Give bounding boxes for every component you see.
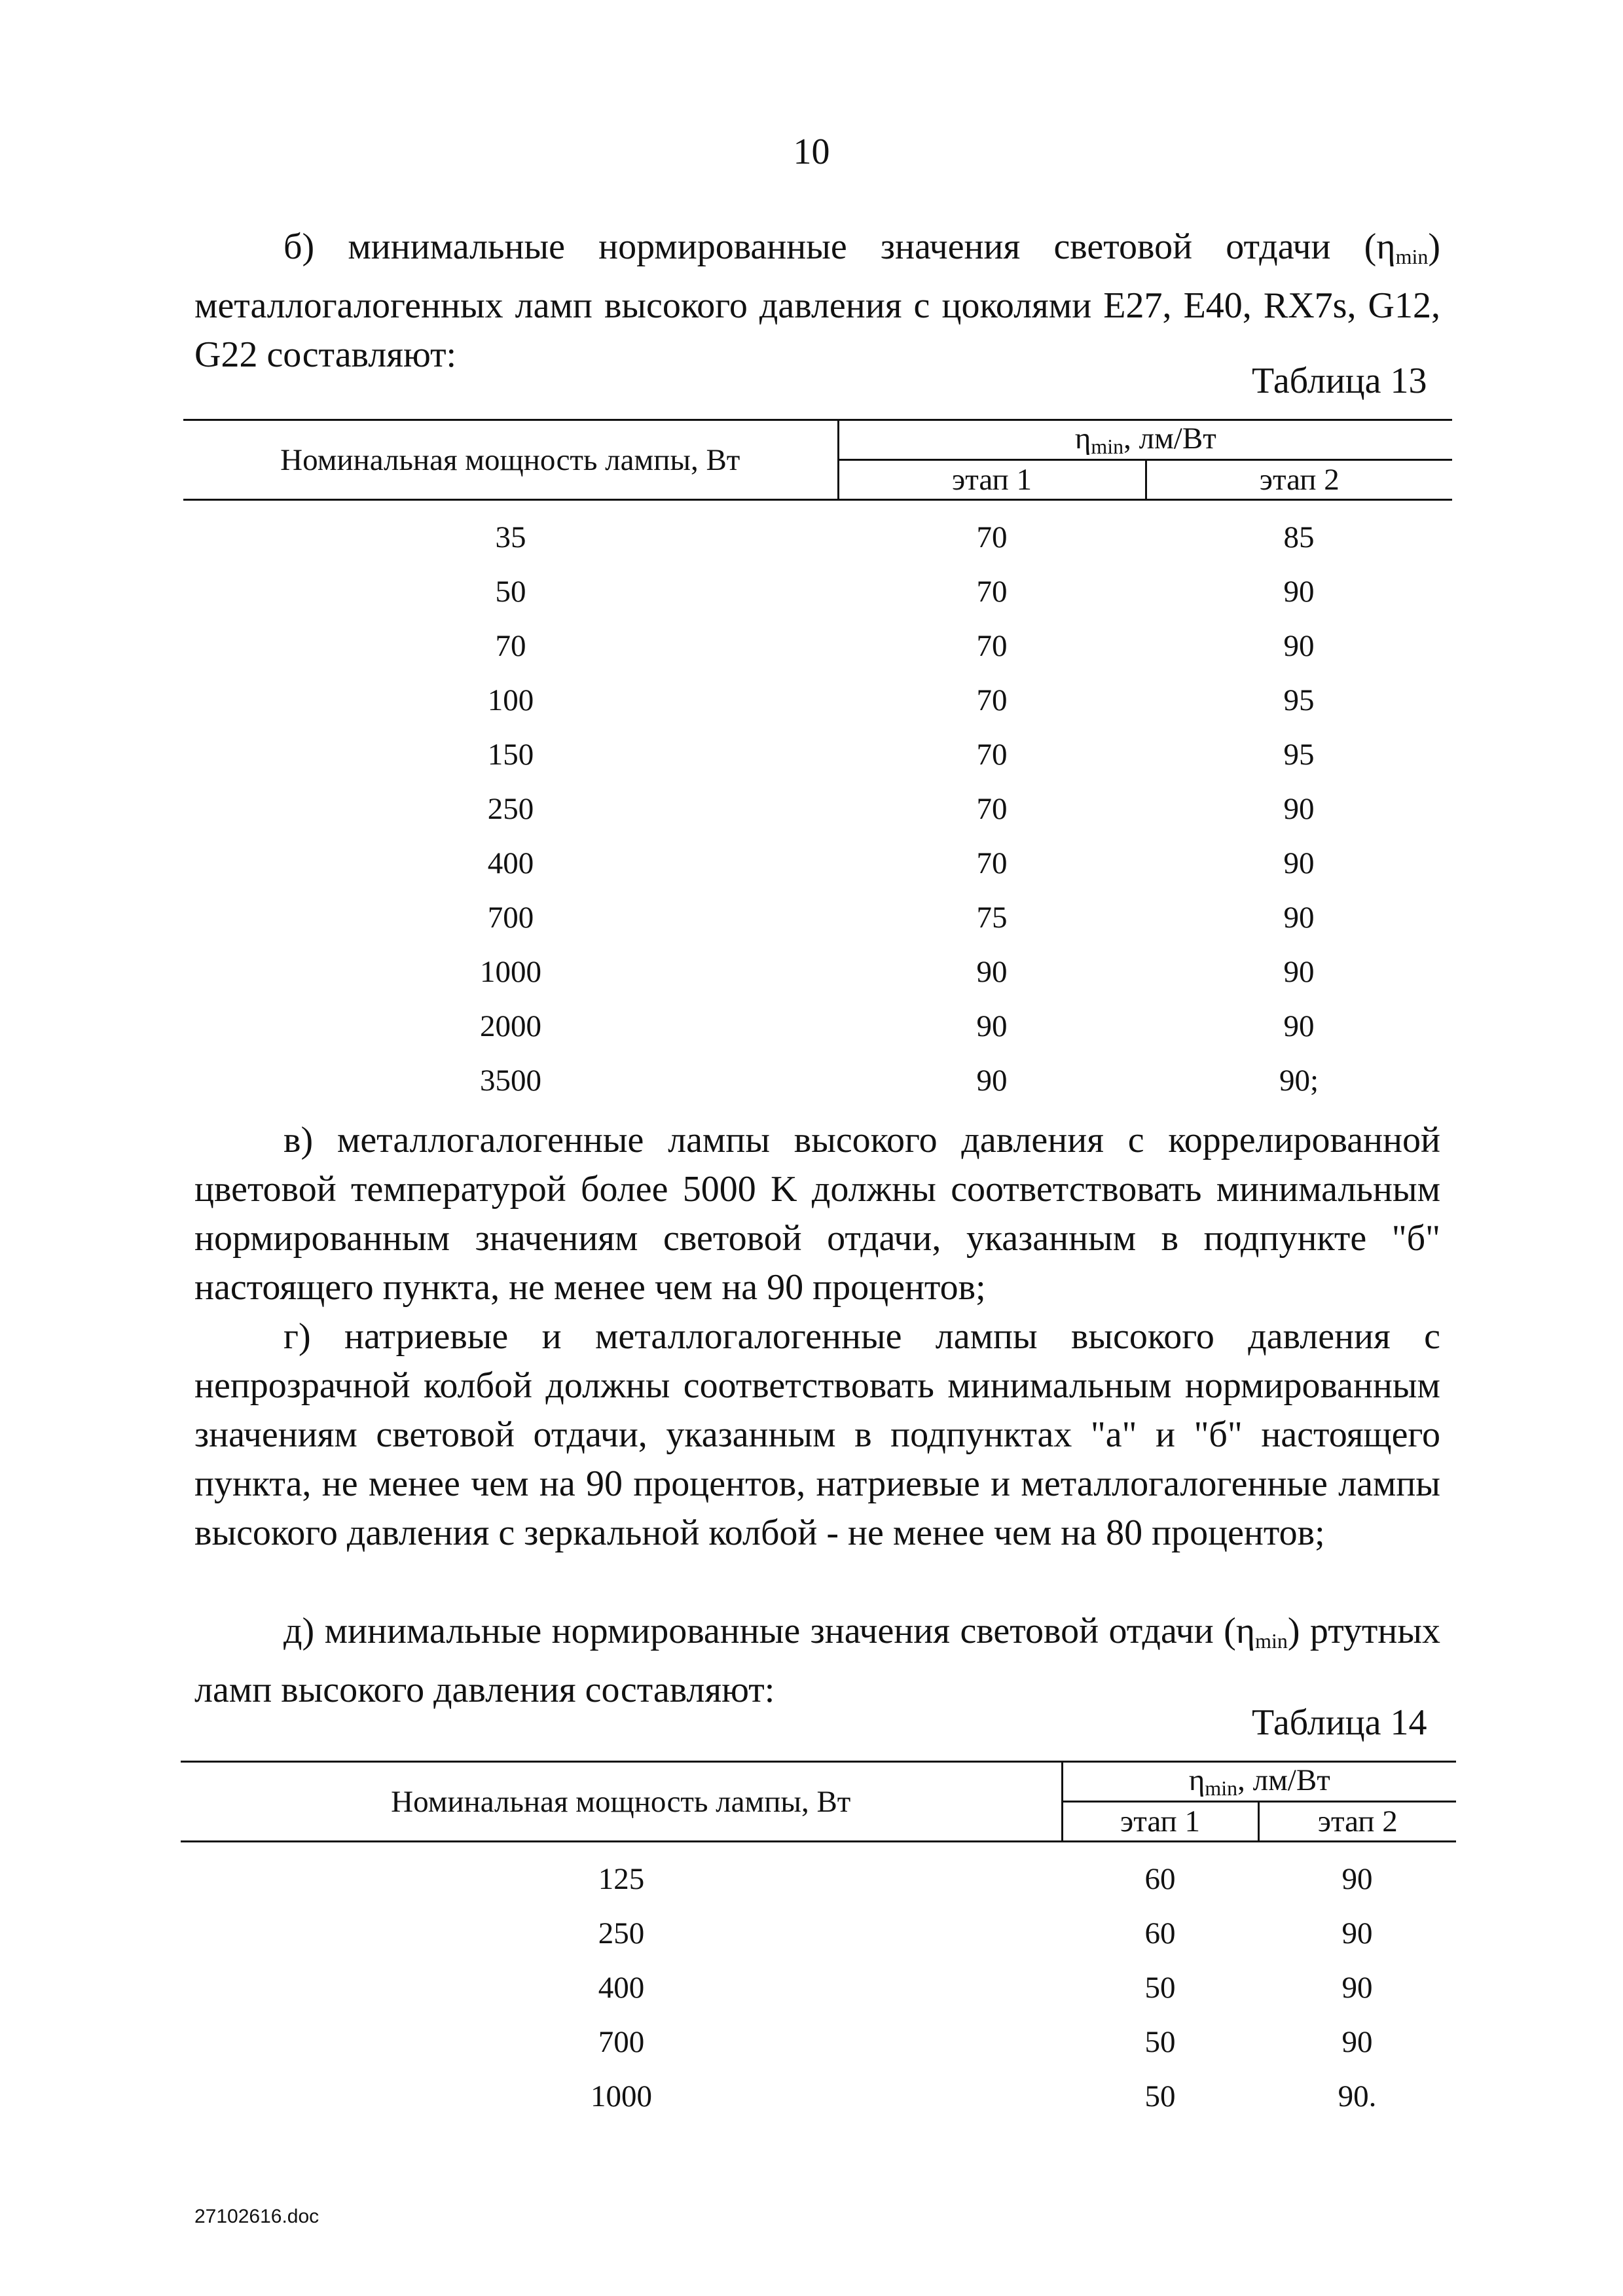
cell-power: 70: [495, 628, 526, 663]
cell-stage-1: 50: [1144, 1970, 1176, 2005]
cell-stage-2: 90: [1283, 1009, 1315, 1043]
cell-power: 1000: [480, 954, 541, 989]
cell-stage-2: 90: [1283, 846, 1315, 880]
cell-stage-2: 90: [1283, 628, 1315, 663]
table-row: [183, 564, 1452, 619]
table-row: [183, 500, 1452, 565]
paragraph-g: г) натриевые и металлогалогенные лампы высокого давления с непрозрачной колбой должны соответствовать минимальным нормированным значениям световой отдачи, указанным в подпунктах "а" и "б" настоящего пункта, не менее чем на 90 процентов, натриевые и металлогалогенные лампы высокого давления с зеркальной колбой - не менее чем на 80 процентов;: [194, 1316, 1440, 1553]
header-stage-1: этап 1: [1062, 1802, 1258, 1842]
cell-stage-2: 90: [1341, 2024, 1373, 2059]
header-efficacy: $\eta_{min}$, лм/Вт: [838, 420, 1452, 460]
cell-power: 35: [495, 520, 526, 554]
cell-stage-1: 90: [976, 954, 1008, 989]
cell-power: 400: [598, 1970, 645, 2005]
cell-stage-1: 60: [1144, 1916, 1176, 1950]
table-row: [181, 2069, 1456, 2123]
cell-stage-2: 95: [1283, 737, 1315, 772]
table-row: [183, 836, 1452, 890]
paragraph-b: б) минимальные нормированные значения световой отдачи $(\eta_{min})$ металлогалогенных ламп высокого давления с цоколями E27, E40, RX7s, G12, G22 составляют:: [194, 226, 1440, 375]
cell-stage-1: 90: [976, 1009, 1008, 1043]
cell-stage-2: 90;: [1279, 1063, 1319, 1098]
cell-stage-1: 60: [1144, 1861, 1176, 1896]
paragraph-v: в) металлогалогенные лампы высокого давления с коррелированной цветовой температурой более 5000 K должны соответствовать минимальным нормированным значениям световой отдачи, указанным в подпункте "б" настоящего пункта, не менее чем на 90 процентов;: [194, 1120, 1440, 1308]
table-row: [181, 1960, 1456, 2015]
header-power: Номинальная мощность лампы, Вт: [183, 420, 838, 500]
cell-power: 125: [598, 1861, 645, 1896]
cell-stage-1: 50: [1144, 2024, 1176, 2059]
footer-filename: 27102616.doc: [194, 2206, 319, 2227]
cell-power: 250: [598, 1916, 645, 1950]
cell-power: 400: [487, 846, 534, 880]
header-stage-2: этап 2: [1258, 1802, 1456, 1842]
cell-stage-2: 90.: [1338, 2079, 1377, 2113]
cell-power: 100: [487, 683, 534, 717]
cell-stage-1: 75: [976, 900, 1008, 935]
table-row: [183, 890, 1452, 944]
cell-power: 700: [487, 900, 534, 935]
cell-power: 250: [487, 791, 534, 826]
cell-stage-2: 90: [1283, 574, 1315, 609]
table-row: [183, 944, 1452, 999]
cell-stage-1: 70: [976, 791, 1008, 826]
cell-stage-1: 70: [976, 846, 1008, 880]
cell-stage-1: 70: [976, 574, 1008, 609]
cell-power: 2000: [480, 1009, 541, 1043]
table-row: [183, 619, 1452, 673]
cell-stage-2: 90: [1283, 791, 1315, 826]
table-row: [181, 1906, 1456, 1960]
cell-power: 50: [495, 574, 526, 609]
header-stage-1: этап 1: [838, 460, 1146, 500]
table-14: [181, 1761, 1456, 2123]
cell-power: 700: [598, 2024, 645, 2059]
cell-stage-1: 70: [976, 683, 1008, 717]
cell-stage-1: 70: [976, 520, 1008, 554]
table-14-label: Таблица 14: [1252, 1702, 1427, 1743]
header-stage-2: этап 2: [1146, 460, 1452, 500]
cell-stage-1: 70: [976, 737, 1008, 772]
table-row: [183, 727, 1452, 781]
table-row: [183, 999, 1452, 1053]
cell-power: 3500: [480, 1063, 541, 1098]
cell-stage-1: 90: [976, 1063, 1008, 1098]
cell-stage-2: 90: [1341, 1861, 1373, 1896]
cell-stage-2: 90: [1341, 1916, 1373, 1950]
cell-power: 1000: [591, 2079, 652, 2113]
table-row: [181, 1842, 1456, 1907]
table-13: [183, 419, 1452, 1107]
cell-stage-2: 85: [1283, 520, 1315, 554]
table-row: [181, 2015, 1456, 2069]
header-power: Номинальная мощность лампы, Вт: [181, 1762, 1062, 1842]
page-number: 10: [793, 132, 830, 172]
header-efficacy: $\eta_{min}$, лм/Вт: [1062, 1762, 1456, 1802]
cell-stage-1: 50: [1144, 2079, 1176, 2113]
table-row: [183, 1053, 1452, 1107]
cell-stage-2: 95: [1283, 683, 1315, 717]
table-13-label: Таблица 13: [1252, 361, 1427, 401]
table-row: [183, 673, 1452, 727]
cell-stage-2: 90: [1283, 900, 1315, 935]
cell-stage-2: 90: [1283, 954, 1315, 989]
table-row: [183, 781, 1452, 836]
cell-stage-1: 70: [976, 628, 1008, 663]
cell-stage-2: 90: [1341, 1970, 1373, 2005]
paragraph-d: д) минимальные нормированные значения световой отдачи $(\eta_{min})$ ртутных ламп высокого давления составляют:: [194, 1611, 1440, 1710]
cell-power: 150: [487, 737, 534, 772]
